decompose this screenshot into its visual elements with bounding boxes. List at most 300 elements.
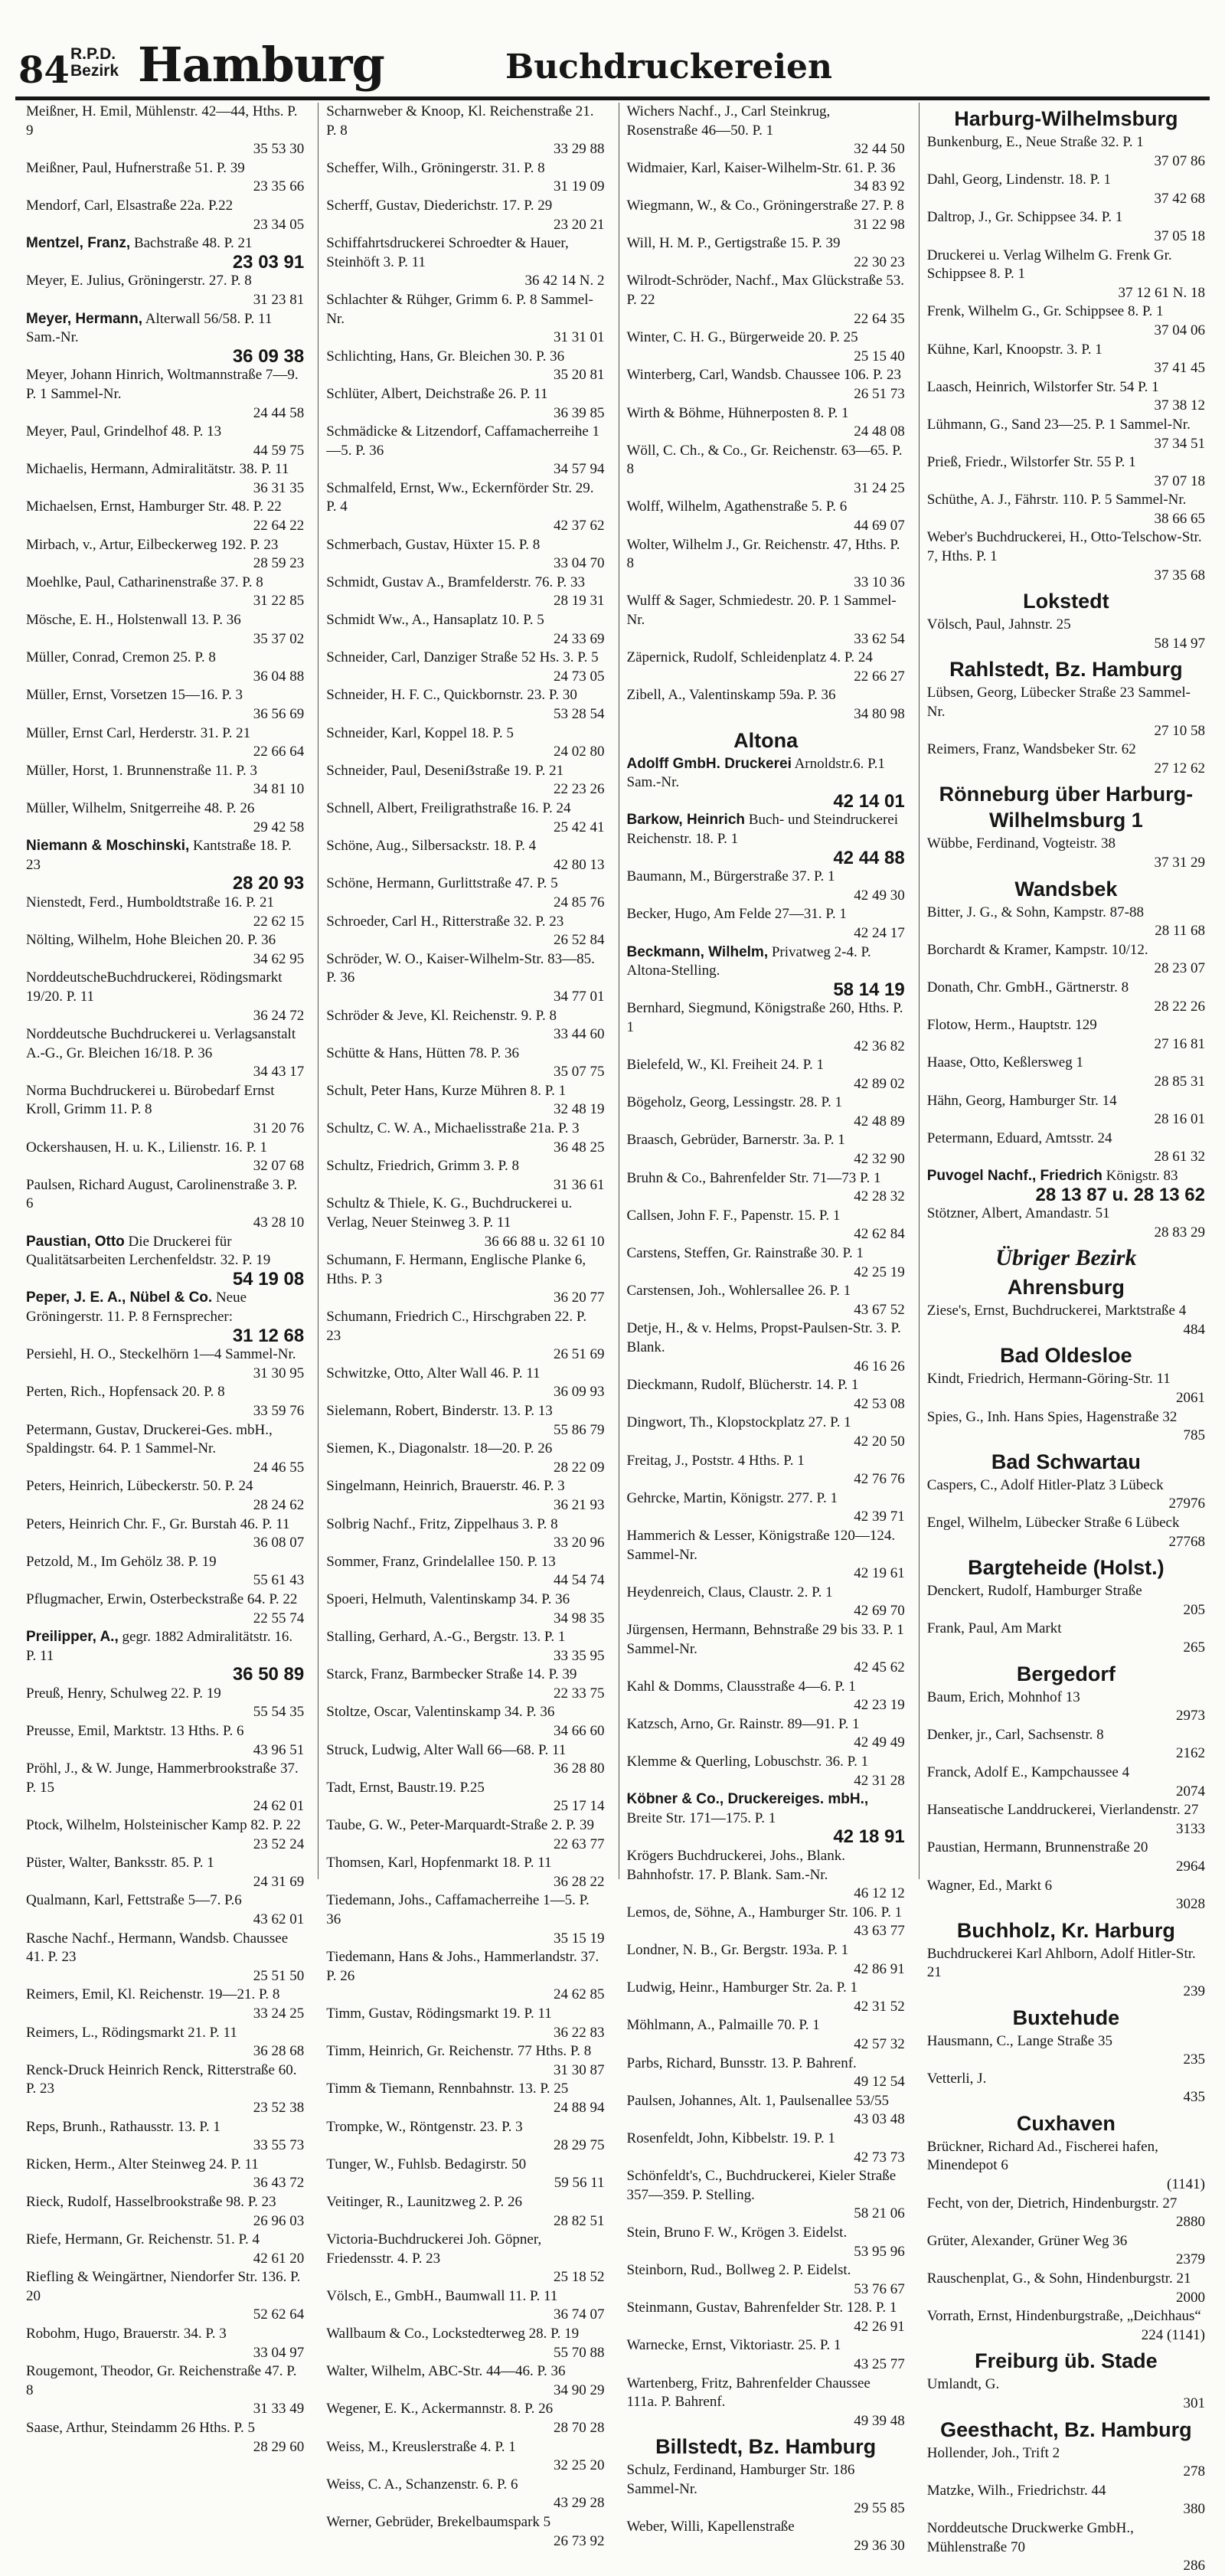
entry-address: Schanzenstr. 6. P. 6 (405, 2476, 518, 2493)
directory-entry (326, 2005, 604, 2042)
directory-entry (326, 649, 604, 686)
directory-entry (927, 528, 1205, 585)
directory-entry (26, 2118, 304, 2156)
entry-address: Gr. Reichenstr. 77 Hths. P. 8 (426, 2043, 592, 2060)
entry-address: Blücherstr. 14. P. 1 (748, 1377, 859, 1394)
entry-name: Braasch, Gebrüder, (626, 1132, 739, 1149)
entry-address: Grindelallee 150. P. 13 (423, 1553, 556, 1570)
entry-address: Am Felde 27—31. P. 1 (713, 906, 847, 923)
entry-phone: 23 52 24 (253, 1836, 305, 1852)
entry-name: Schöne, Aug., (326, 838, 408, 855)
entry-phone: 59 56 11 (554, 2175, 605, 2192)
entry-phone: 24 62 85 (554, 1986, 605, 2003)
entry-phone: 33 29 88 (554, 141, 605, 158)
entry-phone: 36 50 89 (232, 1664, 305, 1685)
directory-entry (927, 2232, 1205, 2270)
entry-phone: 43 25 77 (854, 2356, 905, 2373)
entry-address: Am Markt (1000, 1620, 1062, 1637)
directory-entry (326, 611, 604, 649)
entry-name: Flotow, Herm., (926, 1017, 1015, 1034)
directory-entry (927, 616, 1205, 653)
directory-entry (326, 2287, 604, 2325)
entry-name: Weiss, C. A., (326, 2476, 403, 2493)
entry-address: Alter Wall 66—68. P. 11 (423, 1741, 567, 1758)
entry-name: Walter, Wilhelm, (326, 2363, 426, 2380)
entry-address: Michaelisstraße 21a. P. 3 (434, 1120, 580, 1137)
entry-address: Ritterstraße 60. P. 23 (26, 2061, 297, 2097)
entry-name: Carstens, Steffen, (626, 1245, 730, 1262)
directory-entry (927, 1514, 1205, 1551)
directory-entry (627, 103, 905, 159)
entry-phone: 27 16 81 (1154, 1035, 1205, 1052)
entry-name: Dieckmann, Rudolf, (626, 1377, 746, 1394)
entry-address: Launitzweg 2. P. 26 (407, 2193, 522, 2210)
entry-name: Weber, Willi, (626, 2519, 704, 2535)
directory-entry (26, 837, 304, 894)
entry-phone: 2379 (1176, 2251, 1205, 2268)
entry-name: Müller, Horst, (26, 762, 109, 779)
entry-phone: 33 04 97 (253, 2344, 305, 2361)
entry-address: Gr. Schippsee 34. P. 1 (995, 209, 1123, 226)
entry-phone: 23 52 38 (253, 2099, 305, 2116)
directory-entry (927, 2032, 1205, 2070)
entry-name: Rieck, Rudolf, (26, 2193, 112, 2210)
city-title: Hamburg (138, 37, 384, 93)
entry-name: Jürgensen, Hermann, (626, 1621, 750, 1638)
column-3 (619, 103, 913, 2554)
section-heading: Altona (733, 728, 799, 752)
entry-address: Vierlandenstr. 27 (1099, 1802, 1199, 1819)
entry-address: Gr. Bergstr. 193a. P. 1 (720, 1942, 849, 1958)
entry-address: Danziger Straße 52 Hs. 3. P. 5 (423, 649, 599, 666)
entry-name: Paustian, Hermann, (926, 1839, 1042, 1856)
entry-address: Trift 2 (1022, 2444, 1060, 2461)
entry-address: Bunsstr. 13. P. Bahrenf. (719, 2055, 857, 2071)
entry-phone: 31 31 01 (554, 329, 605, 346)
entry-phone: 28 13 87 u. 28 13 62 (1035, 1184, 1205, 1205)
directory-entry (627, 2130, 905, 2167)
entry-address: Grimm 6. P. 8 Sammel-Nr. (326, 291, 593, 327)
entry-phone: 35 15 19 (554, 1930, 605, 1947)
entry-phone: 42 20 50 (854, 1433, 905, 1450)
entry-address: Buchdruckerei u. Verlag, Neuer Steinweg 3. P. 11 (326, 1195, 573, 1231)
entry-address: Brauerstr. 34. P. 3 (122, 2326, 227, 2342)
entry-name: Rauschenplat, G., & Sohn, (926, 2270, 1083, 2287)
directory-entry (26, 686, 304, 724)
entry-phone: 785 (1183, 1427, 1205, 1444)
entry-phone: 33 59 76 (253, 1402, 305, 1419)
directory-entry (627, 1904, 905, 1941)
entry-name: Schneider, Paul, (326, 762, 421, 779)
entry-phone: 33 55 73 (253, 2137, 305, 2154)
entry-address: Schleidenplatz 4. P. 24 (740, 649, 873, 666)
entry-address: Hamburger Str. 2a. P. 1 (722, 1979, 858, 1996)
header-rule (15, 96, 1210, 100)
entry-name: Mösche, E. H., (26, 612, 113, 629)
entry-phone: 28 29 75 (554, 2137, 605, 2154)
entry-name: Londner, N. B., (626, 1942, 717, 1958)
entry-address: Joh. Göpner, Friedensstr. 4. P. 23 (326, 2231, 542, 2267)
entry-name: Prieß, Friedr., (926, 454, 1008, 471)
entry-name: Bruhn & Co., (626, 1169, 706, 1186)
entry-phone: 37 42 68 (1154, 190, 1205, 207)
entry-address: Kibbelstr. 19. P. 1 (731, 2130, 835, 2146)
entry-phone: 42 18 91 (833, 1826, 905, 1848)
entry-phone: 31 19 09 (554, 178, 605, 195)
entry-name: Schmidt, Gustav A., (326, 574, 444, 590)
directory-entry (627, 2299, 905, 2336)
entry-name: Schlachter & Rühger, (326, 291, 452, 308)
entry-phone: 42 19 61 (854, 1565, 905, 1582)
entry-name: Schüthe, A. J., (926, 492, 1011, 508)
entry-address: Kantstraße 18. P. 23 (26, 838, 292, 873)
entry-phone: 2880 (1176, 2214, 1205, 2231)
entry-name: Petermann, Eduard, (926, 1129, 1043, 1146)
entry-name: Kühne, Karl, (926, 341, 1003, 358)
entry-phone: 22 64 35 (854, 310, 905, 327)
entry-address: Lobuschstr. 36. P. 1 (754, 1754, 869, 1770)
directory-entry (927, 302, 1205, 340)
entry-phone: 34 98 35 (554, 1610, 605, 1626)
entry-phone: 27 10 58 (1154, 722, 1205, 739)
entry-phone: 42 28 32 (854, 1188, 905, 1205)
entry-address: Gr. Reichenstr. 63—65. P. 8 (626, 442, 903, 478)
directory-entry (627, 2261, 905, 2299)
entry-address: ABC-Str. 44—46. P. 36 (427, 2363, 566, 2380)
entry-phone: 42 62 84 (854, 1226, 905, 1243)
entry-phone: 36 04 88 (253, 668, 305, 685)
entry-phone: 31 12 68 (232, 1325, 305, 1346)
entry-phone: 33 24 25 (253, 2005, 305, 2022)
directory-entry (326, 348, 604, 385)
entry-address: Brunnenstraße 20 (1044, 1839, 1148, 1856)
directory-entry (26, 2325, 304, 2362)
directory-entry (927, 941, 1205, 979)
entry-phone: 31 24 25 (854, 479, 905, 496)
entry-address: Gr. Reichenstr. 47, Hths. P. 8 (626, 536, 900, 572)
directory-entry (627, 2016, 905, 2054)
entry-phone: 26 51 73 (854, 385, 905, 402)
directory-entry (326, 385, 604, 423)
directory-entry (326, 2231, 604, 2287)
entry-address: Gr. Burstah 46. P. 11 (169, 1515, 290, 1532)
directory-entry (26, 931, 304, 969)
entry-address: Adolf Hitler-Platz 3 Lübeck (1000, 1476, 1164, 1493)
entry-phone: 55 70 88 (554, 2344, 605, 2361)
entry-name: Stötzner, Albert, (926, 1205, 1023, 1222)
directory-entry (927, 979, 1205, 1016)
entry-name: Norma Buchdruckerei u. Bürobedarf (26, 1082, 240, 1099)
entry-name: Vorrath, Ernst, (926, 2308, 1012, 2325)
entry-address: Rennbahnstr. 13. P. 25 (438, 2081, 569, 2097)
entry-name: Umlandt, G. (926, 2376, 1000, 2393)
directory-entry (26, 536, 304, 574)
entry-phone: 36 20 77 (554, 1290, 605, 1306)
column-2 (318, 103, 612, 2549)
entry-phone: 36 42 14 N. 2 (524, 273, 605, 289)
entry-phone: 44 54 74 (554, 1572, 605, 1589)
entry-phone: 42 49 49 (854, 1734, 905, 1751)
directory-entry (627, 1715, 905, 1753)
directory-entry (927, 1092, 1205, 1129)
entry-address: Gärtnerstr. 8 (1056, 979, 1129, 995)
directory-entry (326, 234, 604, 291)
entry-phone: 58 14 19 (833, 979, 905, 1000)
entry-address: Kaiser-Wilhelm-Str. 83—85. P. 36 (326, 950, 595, 986)
directory-entry (326, 2118, 604, 2156)
entry-phone: 205 (1183, 1601, 1205, 1618)
directory-entry (326, 1703, 604, 1741)
entry-address: Kl. Reichenstraße 21. P. 8 (326, 103, 594, 139)
directory-entry (326, 479, 604, 536)
directory-entry (927, 1054, 1205, 1091)
entry-name: Schmalfeld, Ernst, Ww., (326, 479, 469, 496)
entry-phone: 28 24 62 (253, 1496, 305, 1513)
entry-name: Callsen, John F. F., (626, 1207, 737, 1224)
directory-entry (927, 1167, 1205, 1205)
directory-entry (627, 686, 905, 724)
directory-entry (627, 1056, 905, 1093)
entry-address: Bergstr. 13. P. 1 (473, 1629, 566, 1646)
directory-entry (927, 1688, 1205, 1726)
column-1 (18, 103, 312, 2455)
section-heading: Bargteheide (Holst.) (968, 1556, 1165, 1580)
directory-entry (927, 904, 1205, 941)
directory-entry (927, 1726, 1205, 1764)
directory-entry (927, 378, 1205, 416)
entry-name: Parbs, Richard, (626, 2055, 717, 2071)
entry-name: Niemann & Moschinski, (26, 838, 190, 855)
directory-entry (326, 2476, 604, 2513)
entry-phone: 36 28 22 (554, 1873, 605, 1890)
entry-address: Bahrenfelder Str. 71—73 P. 1 (709, 1169, 881, 1186)
entry-phone: 33 10 36 (854, 574, 905, 590)
entry-phone: 25 18 52 (554, 2269, 605, 2286)
entry-address: Grindelhof 48. P. 13 (103, 423, 222, 440)
entry-phone: 42 80 13 (554, 856, 605, 873)
section-title: Buchdruckereien (505, 47, 833, 87)
entry-phone: 58 14 97 (1154, 635, 1205, 652)
entry-address: Kl. Freiheit 24. P. 1 (710, 1057, 825, 1074)
entry-phone: 28 82 51 (554, 2212, 605, 2229)
entry-phone: 42 36 82 (854, 1038, 905, 1054)
entry-name: Qualmann, Karl, (26, 1892, 124, 1909)
entry-phone: 239 (1183, 1983, 1205, 1999)
entry-phone: 44 59 75 (253, 442, 305, 459)
entry-phone: 27768 (1168, 1533, 1205, 1550)
entry-address: Fährstr. 110. P. 5 Sammel-Nr. (1014, 492, 1187, 508)
section-heading: Bergedorf (1016, 1662, 1116, 1685)
entry-address: Caffamacherreihe 1—5. P. 36 (326, 423, 600, 459)
entry-address: Schmiedestr. 20. P. 1 Sammel-Nr. (626, 593, 897, 629)
entry-name: Wöll, C. Ch., & Co., (626, 442, 747, 459)
entry-name: Baumann, M., (626, 868, 710, 885)
entry-address: Wandsb. Chaussee 41. P. 23 (26, 1930, 289, 1966)
directory-entry (927, 684, 1205, 740)
directory-entry (927, 1764, 1205, 1801)
directory-entry (927, 835, 1205, 872)
directory-entry (326, 874, 604, 912)
entry-name: Schultz, C. W. A., (326, 1120, 431, 1137)
page-number: 84 (18, 49, 70, 92)
entry-phone: 46 12 12 (854, 1885, 905, 1902)
directory-entry (627, 811, 905, 868)
entry-phone: 36 09 38 (232, 345, 305, 367)
entry-address: Alter Steinweg 24. P. 11 (117, 2156, 259, 2172)
directory-entry (627, 1414, 905, 1451)
entry-address: Lindenstr. 18. P. 1 (1005, 172, 1112, 188)
directory-entry (326, 799, 604, 837)
directory-entry (627, 1131, 905, 1169)
entry-phone: 37 07 86 (1154, 152, 1205, 169)
entry-name: Ockershausen, H. u. K., (26, 1139, 165, 1156)
entry-address: Gr. Bleichen 16/18. P. 36 (66, 1044, 213, 1061)
entry-address: Hindenburgstr. 27 (1072, 2195, 1178, 2212)
entry-phone: 33 04 70 (554, 555, 605, 572)
entry-name: Stein, Bruno F. W., (626, 2224, 738, 2241)
entry-phone: 42 44 88 (833, 847, 905, 868)
entry-name: Fecht, von der, Dietrich, (926, 2195, 1069, 2212)
entry-phone: 55 61 43 (253, 1572, 305, 1589)
entry-address: Hühnerposten 8. P. 1 (727, 404, 849, 421)
directory-entry (326, 1590, 604, 1628)
entry-name: Sommer, Franz, (326, 1553, 420, 1570)
entry-address: Admiralitätstr. 38. P. 11 (151, 461, 289, 478)
entry-name: Tiedemann, Johs., (326, 1892, 432, 1909)
entry-address: Hammerlandstr. 37. P. 26 (326, 1949, 599, 1984)
directory-entry (326, 197, 604, 234)
directory-entry (627, 1244, 905, 1282)
entry-phone: 2162 (1176, 1745, 1205, 1762)
entry-address: Gr. Bleichen 30. P. 36 (436, 348, 565, 364)
entry-name: Pflugmacher, Erwin, (26, 1590, 147, 1607)
entry-address: Otto-Telschow-Str. 7, Hths. P. 1 (926, 529, 1202, 565)
directory-entry (627, 1527, 905, 1584)
entry-phone: 36 48 25 (554, 1139, 605, 1156)
entry-address: Propst-Paulsen-Str. 3. P. Blank. (626, 1320, 901, 1355)
directory-entry (627, 999, 905, 1056)
entry-name: Daltrop, J., (926, 209, 992, 226)
entry-name: Rougemont, Theodor, (26, 2363, 154, 2380)
entry-phone: 34 83 92 (854, 178, 905, 195)
entry-phone: 22 63 77 (554, 1836, 605, 1852)
entry-name: Timm, Heinrich, (326, 2043, 423, 2060)
entry-name: Stalling, Gerhard, A.-G., (326, 1629, 470, 1646)
entry-name: Steinborn, Rud., (626, 2262, 723, 2279)
directory-entry (627, 404, 905, 442)
entry-name: Schmädicke & Litzendorf, (326, 423, 482, 440)
entry-phone: 22 66 27 (854, 668, 905, 685)
entry-phone: 42 76 76 (854, 1471, 905, 1488)
entry-address: Viktoriastr. 25. P. 1 (729, 2337, 841, 2354)
entry-phone: 28 83 29 (1154, 1224, 1205, 1241)
entry-phone: 37 35 68 (1154, 567, 1205, 584)
directory-entry (927, 1370, 1205, 1407)
directory-entry (26, 1760, 304, 1816)
entry-address: Lange Straße 35 (1017, 2032, 1112, 2049)
directory-entry (326, 1666, 604, 1703)
directory-entry (627, 2055, 905, 2092)
entry-name: Zibell, A., (626, 687, 686, 704)
entry-address: Brekelbaumspark 5 (436, 2514, 551, 2530)
directory-entry (26, 649, 304, 686)
entry-address: Alterwall 56/58. P. 11 Sam.-Nr. (26, 310, 273, 346)
entry-address: Schulweg 22. P. 19 (109, 1685, 221, 1702)
entry-name: Petermann, Gustav, (26, 1421, 140, 1438)
entry-name: Scheffer, Wilh., (326, 159, 418, 176)
entry-name: Bögeholz, Georg, (626, 1094, 730, 1111)
entry-address: Wilstorfer Str. 54 P. 1 (1033, 378, 1159, 395)
entry-name: Klemme & Querling, (626, 1754, 751, 1770)
entry-phone: 42 14 01 (833, 790, 905, 812)
entry-address: Quickbornstr. 23. P. 30 (443, 687, 577, 704)
directory-entry (326, 1440, 604, 1477)
entry-phone: 22 30 23 (854, 253, 905, 270)
entry-name: Hausmann, C., (926, 2032, 1014, 2049)
entry-name: Lübsen, Georg, (926, 685, 1018, 701)
entry-phone: 42 31 52 (854, 1998, 905, 2015)
entry-address: Lübecker Straße 23 Sammel-Nr. (926, 685, 1191, 721)
entry-phone: 22 33 75 (554, 1685, 605, 1702)
entry-address: Hufnerstraße 51. P. 39 (115, 159, 245, 176)
directory-entry (927, 1408, 1205, 1446)
entry-name: Baum, Erich, (926, 1688, 1004, 1705)
directory-entry (627, 1169, 905, 1207)
entry-address: Claustr. 2. P. 1 (748, 1584, 833, 1600)
entry-phone: 36 28 68 (253, 2043, 305, 2060)
entry-name: Paustian, Otto (26, 1233, 125, 1250)
entry-phone: 28 70 28 (554, 2420, 605, 2437)
entry-phone: 33 44 60 (554, 1026, 605, 1043)
directory-entry (927, 2138, 1205, 2195)
entry-address: Hasselbrookstraße 98. P. 23 (115, 2193, 276, 2210)
entry-address: Deichstraße 26. P. 11 (425, 385, 548, 402)
entry-phone: 28 61 32 (1154, 1149, 1205, 1165)
entry-phone: 34 77 01 (554, 988, 605, 1005)
entry-phone: 49 39 48 (854, 2412, 905, 2429)
directory-entry (26, 366, 304, 423)
entry-address: Sachsenstr. 8 (1027, 1726, 1104, 1743)
entry-phone: 37 41 45 (1154, 360, 1205, 377)
directory-entry (326, 724, 604, 762)
entry-phone: 46 16 26 (854, 1358, 905, 1375)
entry-address: Valentinskamp 59a. P. 36 (688, 687, 836, 704)
entry-address: Niendorfer Str. 136. P. 20 (26, 2269, 301, 2304)
directory-entry (927, 453, 1205, 491)
entry-name: Scharnweber & Knoop, (326, 103, 465, 119)
entry-name: Hähn, Georg, (926, 1092, 1006, 1109)
entry-name: Schröder & Jeve, (326, 1007, 427, 1024)
entry-phone: 42 31 28 (854, 1772, 905, 1789)
district-label (70, 46, 119, 80)
directory-entry (927, 1016, 1205, 1054)
directory-entry (927, 1877, 1205, 1914)
directory-entry (927, 1801, 1205, 1839)
directory-entry (26, 1553, 304, 1590)
section-heading: Billstedt, Bz. Hamburg (655, 2435, 877, 2459)
entry-address: Kaiser-Wilhelm-Str. 61. P. 36 (724, 159, 896, 176)
entry-address: Englische Planke 6, Hths. P. 3 (326, 1252, 586, 1287)
entry-name: Meyer, Hermann, (26, 310, 143, 327)
entry-phone: 37 05 18 (1154, 227, 1205, 244)
section-heading: Wandsbek (1014, 877, 1118, 901)
directory-entry (627, 197, 905, 234)
entry-name: Püster, Walter, (26, 1855, 111, 1872)
directory-entry (326, 1628, 604, 1666)
directory-entry (26, 1722, 304, 1760)
entry-address: Im Gehölz 38. P. 19 (100, 1553, 217, 1570)
entry-phone: 23 20 21 (554, 216, 605, 233)
